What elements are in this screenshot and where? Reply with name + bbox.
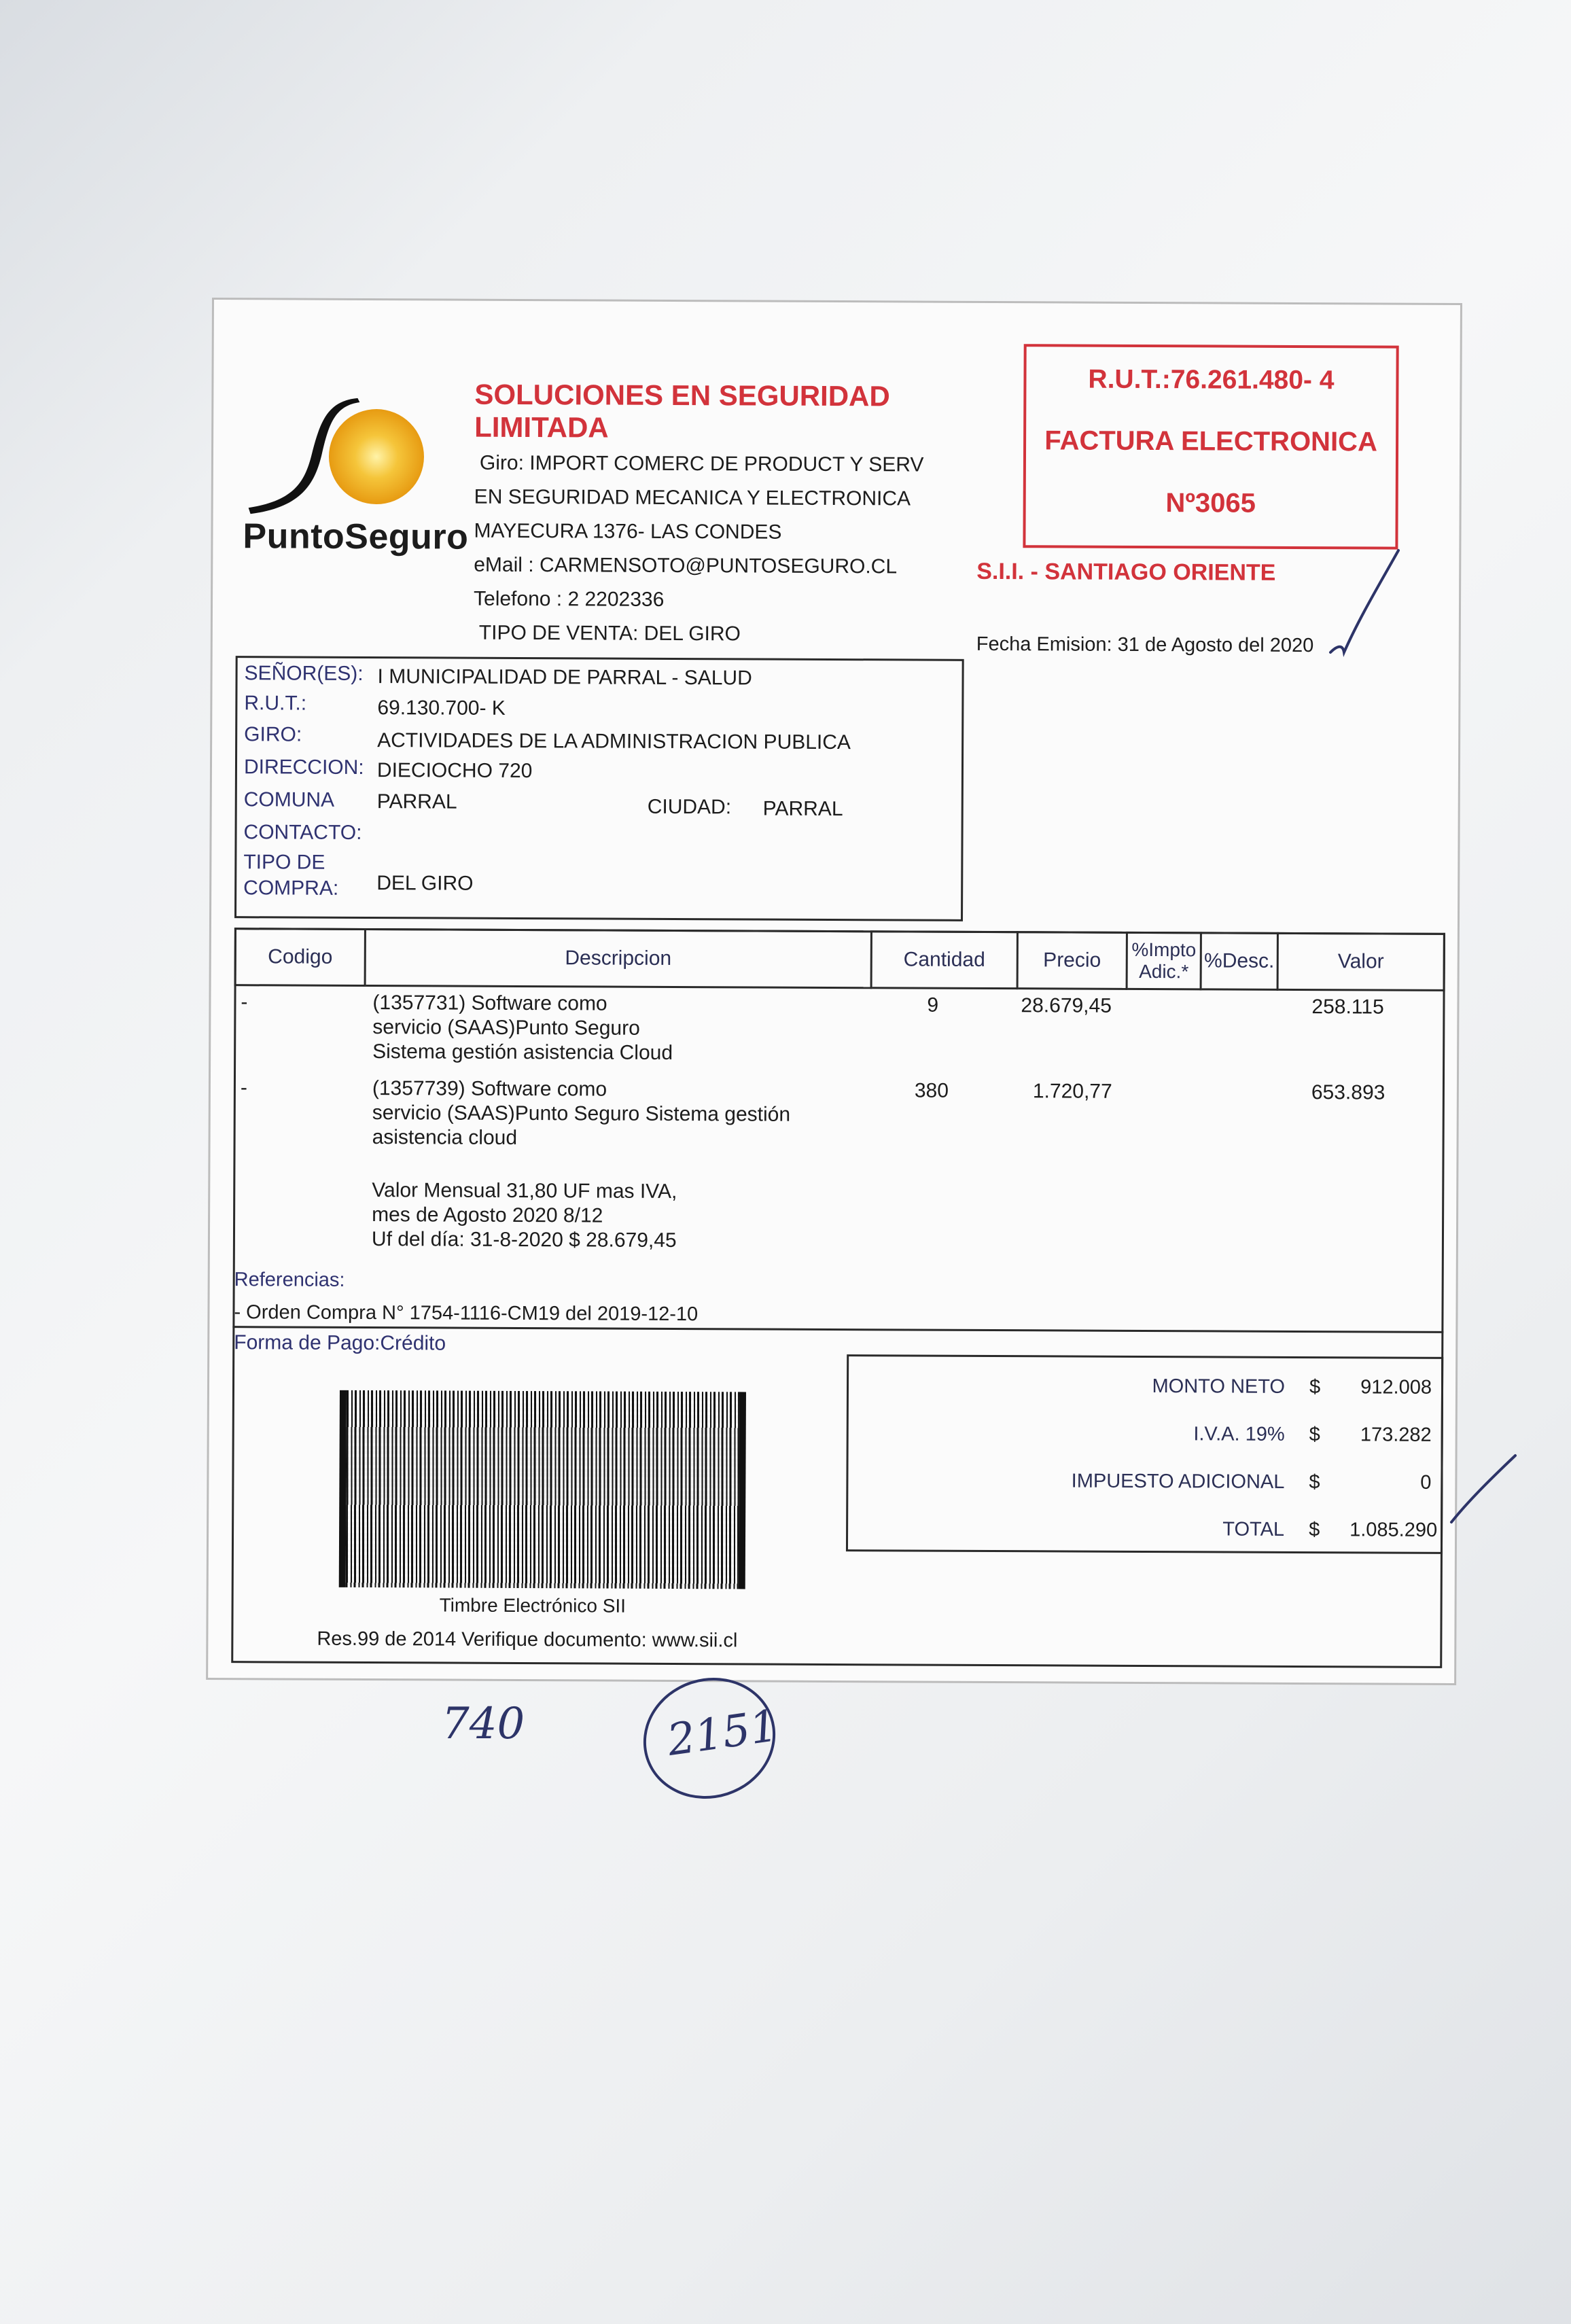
- client-box: [234, 656, 964, 921]
- sii-office: S.I.I. - SANTIAGO ORIENTE: [976, 558, 1276, 586]
- totals-box: [846, 1354, 1443, 1554]
- issuer-rut: R.U.T.:76.261.480- 4: [1088, 364, 1335, 395]
- senor-label: SEÑOR(ES):: [244, 662, 364, 685]
- item-valor: 653.893: [1311, 1081, 1385, 1104]
- rut-value: 69.130.700- K: [377, 697, 506, 720]
- item-precio: 1.720,77: [1032, 1080, 1112, 1103]
- total-row-iva: I.V.A. 19% $ 173.282: [1193, 1422, 1432, 1446]
- references-line: - Orden Compra N° 1754-1116-CM19 del 2019-12-10: [234, 1301, 699, 1326]
- item-row-2: [233, 1076, 1445, 1169]
- company-phone: Telefono : 2 2202336: [473, 587, 665, 611]
- giro-label: GIRO:: [244, 723, 302, 746]
- logo-mark-icon: [241, 388, 438, 525]
- document-id-box: [1023, 344, 1398, 549]
- giro-value: ACTIVIDADES DE LA ADMINISTRACION PUBLICA: [377, 729, 851, 754]
- total-row-total: TOTAL $ 1.085.290: [1222, 1518, 1438, 1541]
- payment-method: Forma de Pago:Crédito: [234, 1331, 446, 1355]
- col-impto: %Impto Adic.*: [1127, 932, 1201, 989]
- stamp-caption: Timbre Electrónico SII: [439, 1594, 626, 1617]
- company-details: [474, 446, 924, 652]
- company-giro: Giro: IMPORT COMERC DE PRODUCT Y SERV: [479, 451, 924, 476]
- comuna-value: PARRAL: [376, 790, 457, 813]
- sale-type: TIPO DE VENTA: DEL GIRO: [478, 621, 741, 646]
- item-valor: 258.115: [1311, 996, 1384, 1019]
- item-cantidad: 380: [914, 1079, 949, 1102]
- document-number: Nº3065: [1165, 488, 1256, 518]
- references-label: Referencias:: [234, 1269, 345, 1291]
- pen-checkmark-icon: [1447, 1447, 1522, 1536]
- contacto-label: CONTACTO:: [243, 821, 362, 844]
- total-row-neto: MONTO NETO $ 912.008: [1152, 1375, 1432, 1398]
- ciudad-value: PARRAL: [762, 797, 843, 821]
- item-note: Valor Mensual 31,80 UF mas IVA, mes de Agosto 2020 8/12 Uf del día: 31-8-2020 $ 28.679,45: [371, 1179, 677, 1252]
- company-logo: [240, 388, 469, 557]
- items-header: [234, 928, 1445, 991]
- company-address: MAYECURA 1376- LAS CONDES: [474, 519, 782, 544]
- tipo-compra-value: DEL GIRO: [376, 872, 474, 895]
- document-type: FACTURA ELECTRONICA: [1044, 425, 1377, 457]
- item-precio: 28.679,45: [1021, 994, 1112, 1017]
- issue-date: Fecha Emision: 31 de Agosto del 2020: [976, 633, 1314, 657]
- item-codigo: -: [241, 991, 248, 1014]
- ciudad-label: CIUDAD:: [647, 795, 732, 819]
- invoice-sheet: [206, 298, 1462, 1685]
- direccion-value: DIECIOCHO 720: [376, 759, 533, 783]
- item-cantidad: 9: [927, 993, 939, 1017]
- col-descripcion: Descripcion: [365, 929, 871, 987]
- total-row-impuesto: IMPUESTO ADICIONAL $ 0: [1071, 1470, 1432, 1494]
- item-row-1: [234, 990, 1445, 1084]
- col-desc: %Desc.: [1201, 933, 1277, 989]
- handwritten-circled-number: 2151: [664, 1701, 781, 1766]
- comuna-label: COMUNA: [243, 788, 335, 811]
- col-precio: Precio: [1017, 932, 1127, 989]
- electronic-stamp-barcode: [339, 1390, 746, 1589]
- item-description: (1357739) Software como servicio (SAAS)Punto Seguro Sistema gestión asistencia cloud: [372, 1077, 791, 1149]
- pen-checkmark-icon: [1325, 544, 1407, 666]
- logo-wordmark: PuntoSeguro: [243, 516, 469, 557]
- item-description: (1357731) Software como servicio (SAAS)Punto Seguro Sistema gestión asistencia Cloud: [372, 991, 673, 1064]
- senor-value: I MUNICIPALIDAD DE PARRAL - SALUD: [377, 665, 752, 690]
- tipo-compra-label: TIPO DE COMPRA:: [243, 851, 339, 900]
- item-codigo: -: [240, 1076, 247, 1099]
- stamp-footer: Res.99 de 2014 Verifique documento: www.sii.cl: [317, 1627, 738, 1652]
- col-cantidad: Cantidad: [871, 932, 1017, 989]
- company-email: eMail : CARMENSOTO@PUNTOSEGURO.CL: [474, 553, 898, 578]
- col-codigo: Codigo: [235, 929, 365, 986]
- col-valor: Valor: [1277, 933, 1444, 990]
- rut-label: R.U.T.:: [244, 692, 307, 715]
- company-name: SOLUCIONES EN SEGURIDAD LIMITADA: [474, 378, 890, 444]
- direccion-label: DIRECCION:: [243, 756, 364, 779]
- handwritten-note: 740: [442, 1699, 525, 1749]
- company-giro-cont: EN SEGURIDAD MECANICA Y ELECTRONICA: [474, 485, 911, 510]
